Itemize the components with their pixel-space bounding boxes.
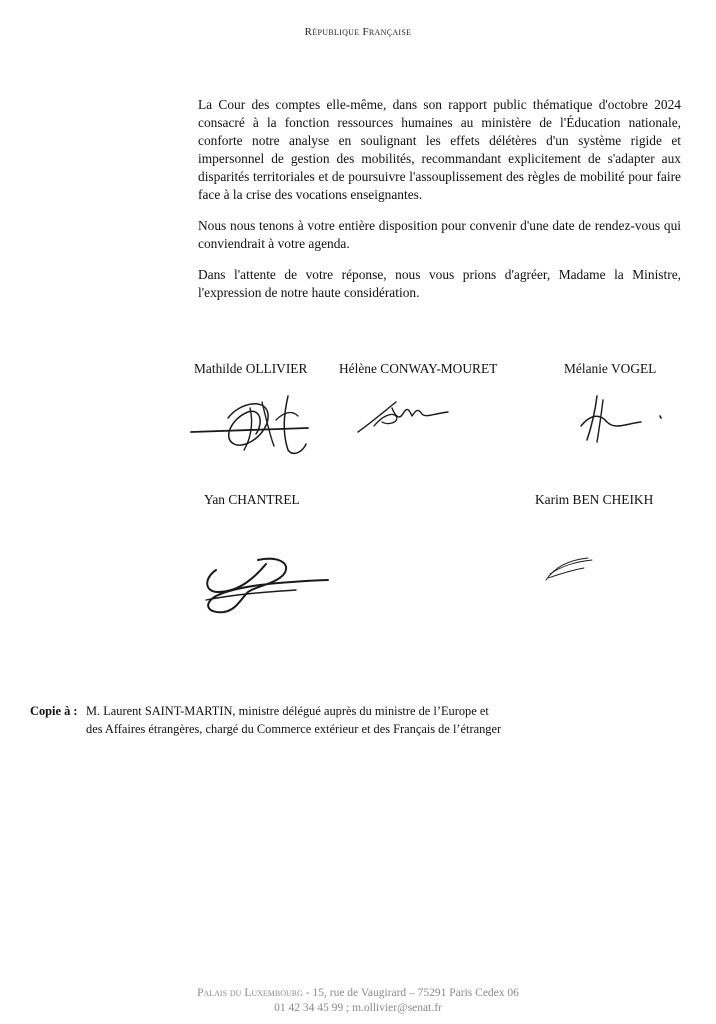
footer-address: - 15, rue de Vaugirard – 75291 Paris Cedex 06 [302,987,519,999]
footer-contact: 01 42 34 45 99 ; m.ollivier@senat.fr [274,1002,442,1014]
signatory-name-ben-cheikh: Karim BEN CHEIKH [535,492,654,507]
signatory-name-ollivier: Mathilde OLLIVIER [194,361,308,376]
document-footer [0,986,716,1016]
footer-place: Palais du Luxembourg [197,987,303,999]
footer-address-line [0,986,716,1001]
signatory-name-vogel: Mélanie VOGEL [564,361,657,376]
paragraph-cour-des-comptes: La Cour des comptes elle-même, dans son rapport public thématique d'octobre 2024 consacré à la fonction ressources humaines au ministère de l'Éducation nationale, conforte notre analyse en soulignant les effets délétères d'un système rigide et impersonnel de gestion des mobilités, recommandant explicitement de s'adapter aux disparités territoriales et de poursuivre l'assouplissement des règles de mobilité pour faire face à la crise des vocations enseignantes. [198,97,681,202]
signature-chantrel [196,552,334,618]
letter-body [198,96,681,315]
signatory-name-conway-mouret: Hélène CONWAY-MOURET [339,361,498,376]
paragraph-disposition: Nous nous tenons à votre entière disposition pour convenir d'une date de rendez-vous qui conviendrait à votre agenda. [198,218,681,251]
document-header: République Française [304,26,412,38]
copy-label: Copie à : [30,704,78,718]
signature-ben-cheikh [540,548,600,584]
signatory-name-chantrel: Yan CHANTREL [204,492,300,507]
paragraph-closing: Dans l'attente de votre réponse, nous vous prions d'agréer, Madame la Ministre, l'expression de notre haute considération. [198,267,681,300]
signature-vogel [575,390,667,446]
signature-ollivier [188,388,318,460]
copy-text: M. Laurent SAINT-MARTIN, ministre délégué auprès du ministre de l’Europe et des Affaires étrangères, chargé du Commerce extérieur et des Français de l’étranger [86,704,502,736]
signature-conway-mouret [352,392,457,440]
